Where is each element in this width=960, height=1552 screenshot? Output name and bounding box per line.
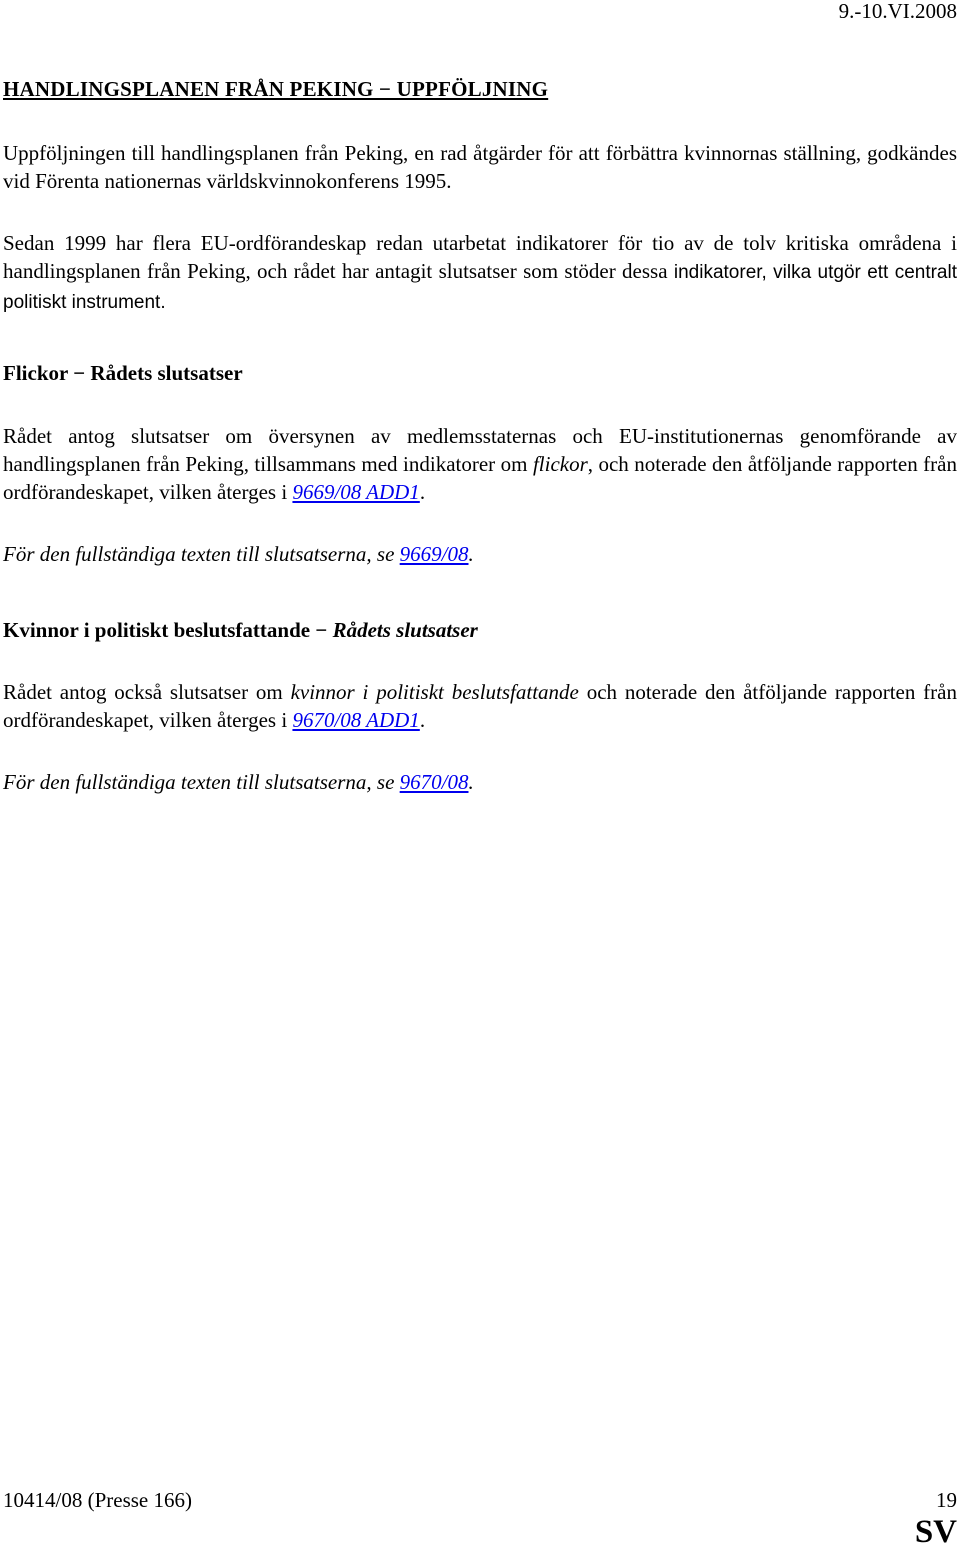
indicators-paragraph [3,229,957,317]
footer-document-reference: 10414/08 (Presse 166) [3,1488,192,1512]
link-9669-08[interactable]: 9669/08 [399,542,469,566]
kvinnor-full-text-b: . [468,770,474,794]
flickor-text-b: , och noterade den åtföljande rapporten från ordförandeskapet, vilken återges i [3,452,957,504]
kvinnor-heading-a: Kvinnor i politiskt beslutsfattande − [3,618,333,642]
kvinnor-paragraph [3,678,957,734]
section-heading-kvinnor [3,616,957,644]
flickor-text-c: . [419,480,426,504]
kvinnor-text-a: Rådet antog också slutsatser om [3,680,291,704]
section-heading-flickor: Flickor − Rådets slutsatser [3,361,243,385]
flickor-full-text-a: För den fullständiga texten till slutsatserna, se [3,542,400,566]
kvinnor-full-text-a: För den fullständiga texten till slutsatserna, se [3,770,400,794]
kvinnor-emphasis: kvinnor i politiskt beslutsfattande [290,680,579,704]
intro-paragraph [3,139,957,195]
kvinnor-text-c: . [419,708,426,732]
intro-text: Uppföljningen till handlingsplanen från Peking, en rad åtgärder för att förbättra kvinnornas ställning, godkändes vid Förenta nationernas världskvinnokonferens 1995. [3,141,957,193]
flickor-emphasis: flickor [532,452,588,476]
flickor-full-text-note [3,540,957,568]
kvinnor-full-text-note [3,768,957,796]
flickor-paragraph [3,422,957,506]
meeting-date: 9.-10.VI.2008 [838,0,957,23]
link-9670-08-add1[interactable]: 9670/08 ADD1 [292,708,420,732]
flickor-full-text-b: . [468,542,474,566]
indicators-text-serif: Sedan 1999 har flera EU-ordförandeskap redan utarbetat indikatorer för tio av de tolv kritiska områdena i handlingsplanen från Peking, och rådet har antagit slutsatser som stöder dessa [3,231,957,283]
page-title: HANDLINGSPLANEN FRÅN PEKING − UPPFÖLJNING [3,77,549,101]
footer-language-code: SV [914,1514,957,1550]
indicators-text-sans: indikatorer, vilka utgör ett centralt politiskt instrument. [3,262,957,313]
link-9670-08[interactable]: 9670/08 [399,770,469,794]
flickor-text-a: Rådet antog slutsatser om översynen av medlemsstaternas och EU-institutionernas genomförande av handlingsplanen från Peking, tillsammans med indikatorer om [3,424,957,476]
kvinnor-heading-b: Rådets slutsatser [332,618,478,642]
link-9669-08-add1[interactable]: 9669/08 ADD1 [292,480,420,504]
footer-page-number: 19 [936,1488,957,1512]
kvinnor-text-b: och noterade den åtföljande rapporten från ordförandeskapet, vilken återges i [3,680,957,732]
